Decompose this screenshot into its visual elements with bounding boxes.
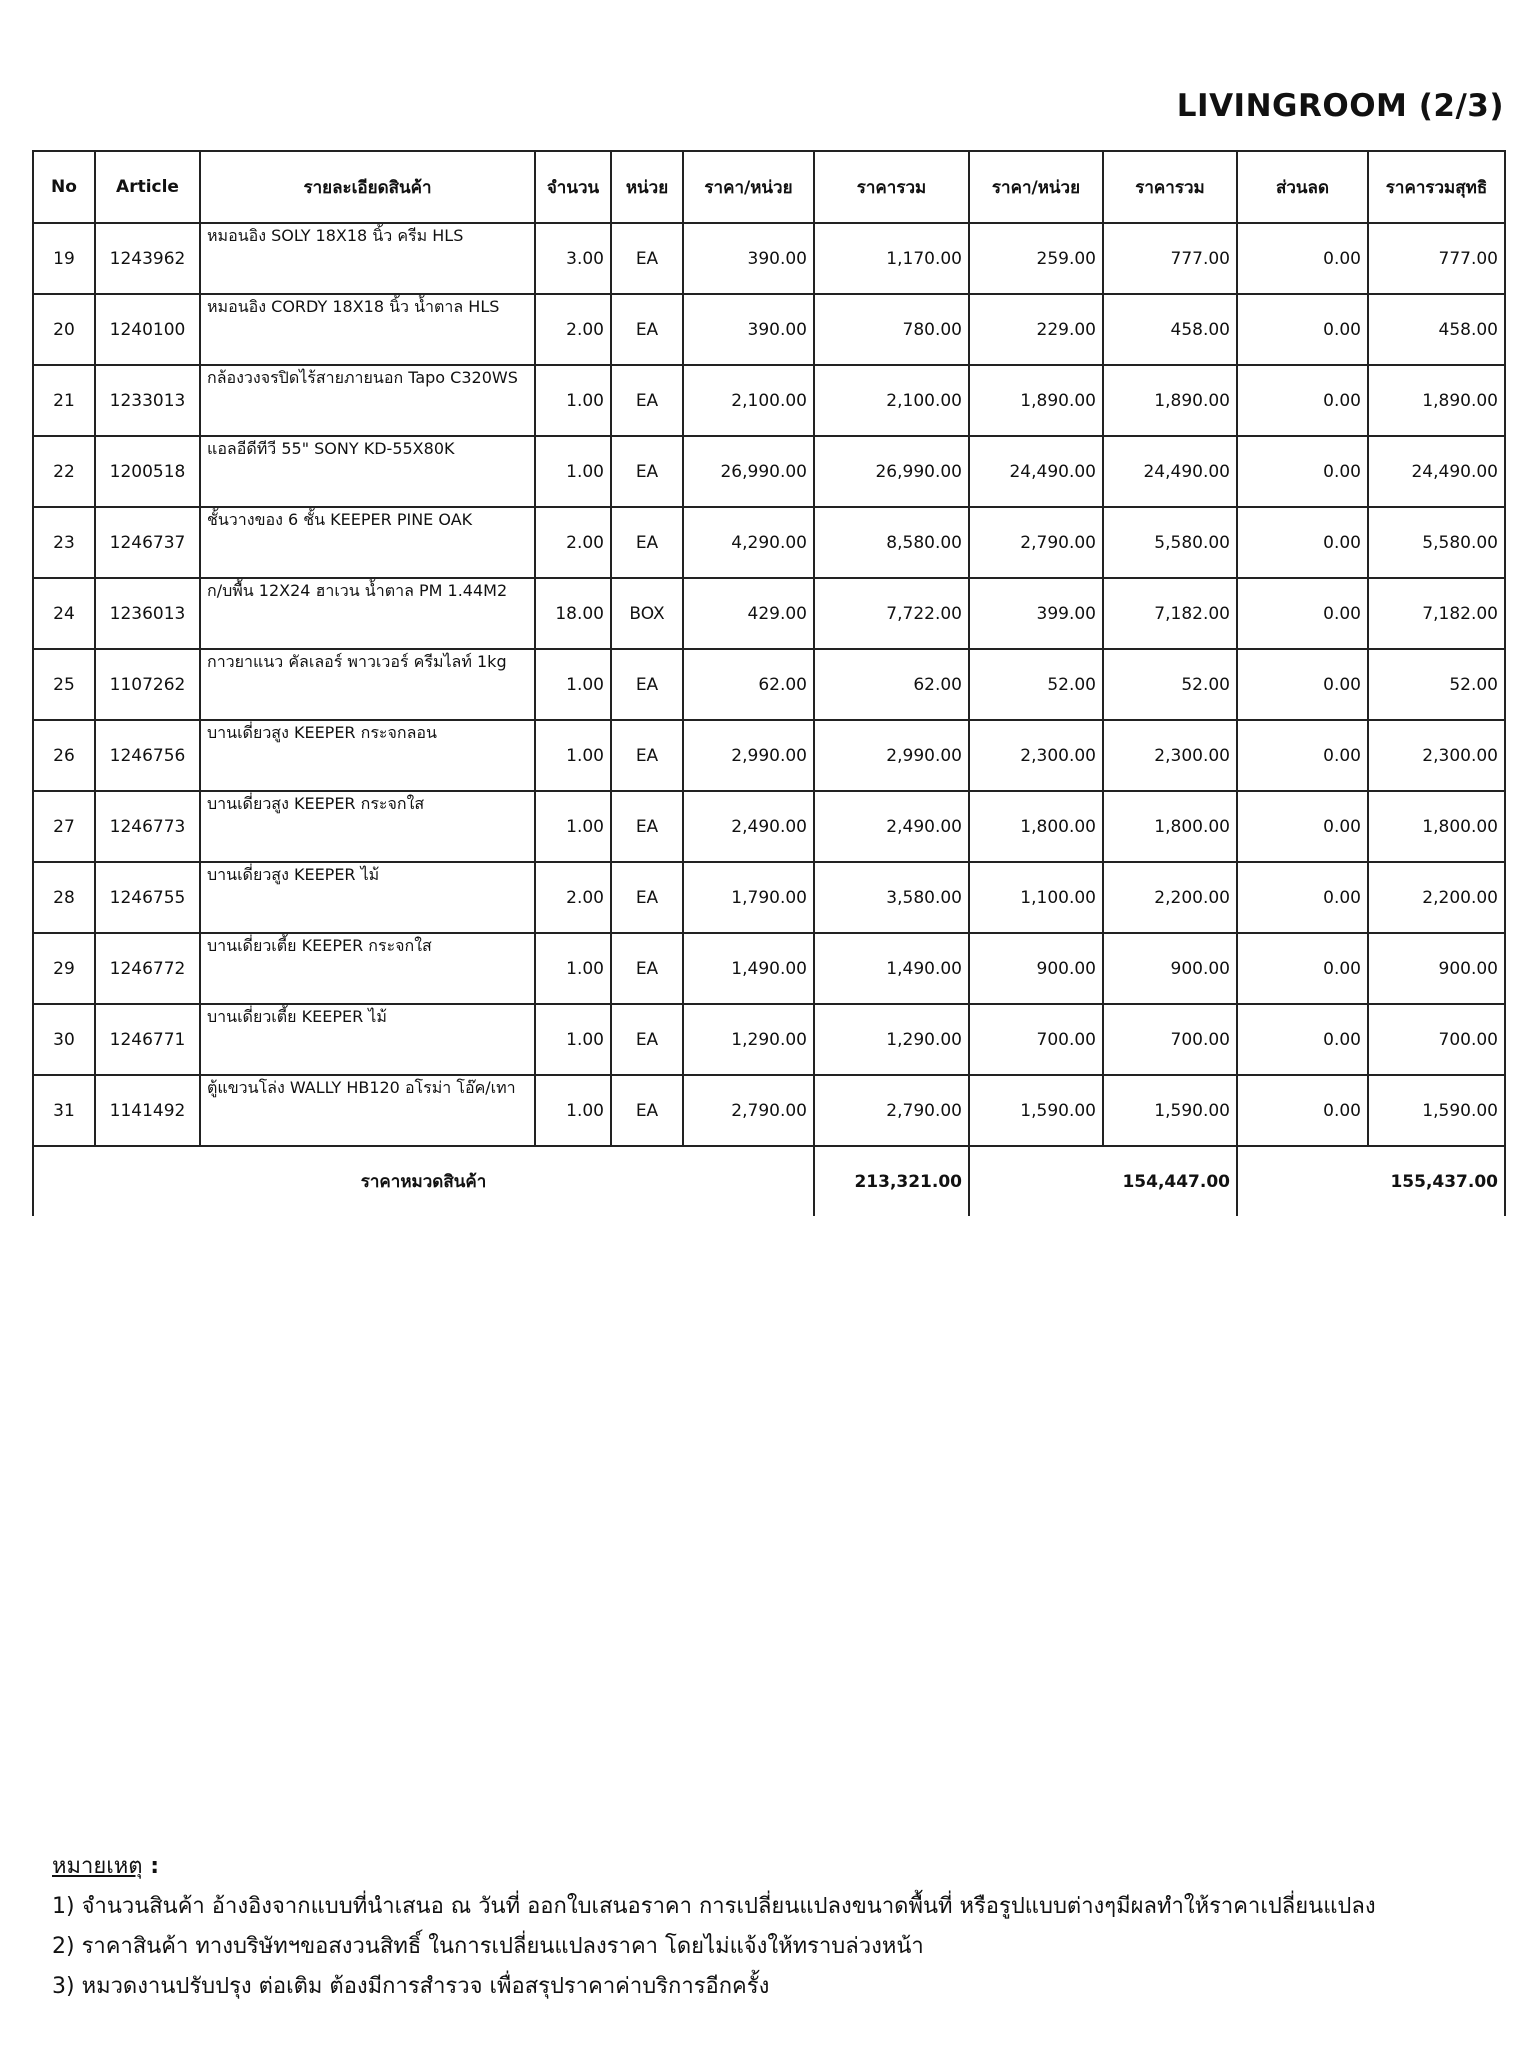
notes-section (52, 1847, 1376, 2007)
cell-net-total: 700.00 (1368, 1004, 1505, 1075)
cell-total-special: 24,490.00 (1103, 436, 1237, 507)
cell-total-special: 458.00 (1103, 294, 1237, 365)
cell-quantity: 18.00 (535, 578, 611, 649)
total-amount-special: 154,447.00 (969, 1146, 1237, 1216)
table-row (33, 862, 1505, 933)
cell-unit-price: 2,490.00 (683, 791, 814, 862)
cell-unit-price: 62.00 (683, 649, 814, 720)
cell-quantity: 1.00 (535, 365, 611, 436)
cell-description: แอลอีดีทีวี 55" SONY KD-55X80K (200, 436, 535, 507)
cell-quantity: 1.00 (535, 933, 611, 1004)
cell-unit-price-special: 399.00 (969, 578, 1103, 649)
notes-heading (52, 1847, 1376, 1887)
cell-unit: BOX (611, 578, 683, 649)
cell-net-total: 7,182.00 (1368, 578, 1505, 649)
cell-unit-price-special: 259.00 (969, 223, 1103, 294)
cell-total-special: 7,182.00 (1103, 578, 1237, 649)
table-row (33, 933, 1505, 1004)
cell-unit-price: 2,990.00 (683, 720, 814, 791)
cell-no: 24 (33, 578, 95, 649)
col-header-total-special: ราคารวม (1103, 151, 1237, 223)
cell-net-total: 458.00 (1368, 294, 1505, 365)
cell-description: กาวยาแนว คัลเลอร์ พาวเวอร์ ครีมไลท์ 1kg (200, 649, 535, 720)
cell-article: 1246772 (95, 933, 200, 1004)
table-row (33, 649, 1505, 720)
cell-no: 28 (33, 862, 95, 933)
cell-unit: EA (611, 436, 683, 507)
cell-unit-price-special: 1,800.00 (969, 791, 1103, 862)
cell-article: 1243962 (95, 223, 200, 294)
cell-total: 780.00 (814, 294, 969, 365)
cell-description: บานเดี่ยวเตี้ย KEEPER กระจกใส (200, 933, 535, 1004)
cell-total: 2,100.00 (814, 365, 969, 436)
cell-description: กล้องวงจรปิดไร้สายภายนอก Tapo C320WS (200, 365, 535, 436)
cell-quantity: 2.00 (535, 294, 611, 365)
cell-no: 20 (33, 294, 95, 365)
table-row (33, 720, 1505, 791)
col-header-unit-price: ราคา/หน่วย (683, 151, 814, 223)
cell-quantity: 1.00 (535, 1004, 611, 1075)
cell-net-total: 52.00 (1368, 649, 1505, 720)
cell-net-total: 2,200.00 (1368, 862, 1505, 933)
cell-unit-price-special: 1,100.00 (969, 862, 1103, 933)
cell-net-total: 1,590.00 (1368, 1075, 1505, 1146)
cell-unit-price: 4,290.00 (683, 507, 814, 578)
col-header-description: รายละเอียดสินค้า (200, 151, 535, 223)
cell-net-total: 5,580.00 (1368, 507, 1505, 578)
cell-total-special: 52.00 (1103, 649, 1237, 720)
cell-unit: EA (611, 294, 683, 365)
total-amount-net: 155,437.00 (1237, 1146, 1505, 1216)
total-amount-list: 213,321.00 (814, 1146, 969, 1216)
note-item: 3) หมวดงานปรับปรุง ต่อเติม ต้องมีการสำรวจ เพื่อสรุปราคาค่าบริการอีกครั้ง (52, 1974, 770, 1999)
col-header-total: ราคารวม (814, 151, 969, 223)
cell-quantity: 1.00 (535, 720, 611, 791)
cell-unit: EA (611, 649, 683, 720)
cell-total-special: 900.00 (1103, 933, 1237, 1004)
cell-no: 22 (33, 436, 95, 507)
cell-no: 23 (33, 507, 95, 578)
cell-unit: EA (611, 862, 683, 933)
cell-unit: EA (611, 223, 683, 294)
cell-article: 1200518 (95, 436, 200, 507)
cell-unit-price-special: 24,490.00 (969, 436, 1103, 507)
cell-unit: EA (611, 1075, 683, 1146)
cell-unit-price: 1,290.00 (683, 1004, 814, 1075)
col-header-unit: หน่วย (611, 151, 683, 223)
cell-article: 1246755 (95, 862, 200, 933)
cell-total: 62.00 (814, 649, 969, 720)
cell-unit-price-special: 1,590.00 (969, 1075, 1103, 1146)
cell-no: 29 (33, 933, 95, 1004)
cell-no: 27 (33, 791, 95, 862)
cell-no: 25 (33, 649, 95, 720)
cell-unit-price: 26,990.00 (683, 436, 814, 507)
cell-quantity: 1.00 (535, 1075, 611, 1146)
cell-article: 1236013 (95, 578, 200, 649)
cell-total: 3,580.00 (814, 862, 969, 933)
cell-total: 1,290.00 (814, 1004, 969, 1075)
cell-unit-price-special: 900.00 (969, 933, 1103, 1004)
cell-description: บานเดี่ยวสูง KEEPER กระจกลอน (200, 720, 535, 791)
table-row (33, 294, 1505, 365)
cell-net-total: 2,300.00 (1368, 720, 1505, 791)
cell-net-total: 1,800.00 (1368, 791, 1505, 862)
cell-total: 2,790.00 (814, 1075, 969, 1146)
cell-unit-price: 390.00 (683, 223, 814, 294)
col-header-discount: ส่วนลด (1237, 151, 1368, 223)
cell-total-special: 2,300.00 (1103, 720, 1237, 791)
items-table (32, 150, 1506, 1216)
table-row (33, 1075, 1505, 1146)
cell-total-special: 700.00 (1103, 1004, 1237, 1075)
cell-article: 1246773 (95, 791, 200, 862)
cell-description: บานเดี่ยวเตี้ย KEEPER ไม้ (200, 1004, 535, 1075)
cell-total: 7,722.00 (814, 578, 969, 649)
cell-discount: 0.00 (1237, 862, 1368, 933)
page-title: LIVINGROOM (2/3) (1176, 88, 1504, 124)
cell-quantity: 2.00 (535, 862, 611, 933)
cell-unit-price-special: 700.00 (969, 1004, 1103, 1075)
notes-colon: : (142, 1854, 160, 1879)
cell-unit: EA (611, 1004, 683, 1075)
cell-total-special: 5,580.00 (1103, 507, 1237, 578)
cell-quantity: 1.00 (535, 436, 611, 507)
cell-unit: EA (611, 365, 683, 436)
table-row (33, 223, 1505, 294)
cell-article: 1233013 (95, 365, 200, 436)
cell-unit-price-special: 2,300.00 (969, 720, 1103, 791)
total-row (33, 1146, 1505, 1216)
cell-discount: 0.00 (1237, 436, 1368, 507)
cell-description: หมอนอิง SOLY 18X18 นิ้ว ครีม HLS (200, 223, 535, 294)
total-label: ราคาหมวดสินค้า (33, 1146, 814, 1216)
cell-article: 1240100 (95, 294, 200, 365)
cell-net-total: 24,490.00 (1368, 436, 1505, 507)
notes-title: หมายเหตุ (52, 1854, 143, 1879)
cell-net-total: 777.00 (1368, 223, 1505, 294)
col-header-net-total: ราคารวมสุทธิ (1368, 151, 1505, 223)
cell-unit: EA (611, 791, 683, 862)
cell-discount: 0.00 (1237, 1075, 1368, 1146)
cell-description: บานเดี่ยวสูง KEEPER ไม้ (200, 862, 535, 933)
cell-unit-price: 1,790.00 (683, 862, 814, 933)
cell-unit-price-special: 52.00 (969, 649, 1103, 720)
cell-discount: 0.00 (1237, 649, 1368, 720)
cell-discount: 0.00 (1237, 365, 1368, 436)
cell-no: 21 (33, 365, 95, 436)
cell-total: 1,490.00 (814, 933, 969, 1004)
cell-total: 2,490.00 (814, 791, 969, 862)
cell-discount: 0.00 (1237, 791, 1368, 862)
cell-no: 26 (33, 720, 95, 791)
cell-total-special: 777.00 (1103, 223, 1237, 294)
table-row (33, 578, 1505, 649)
table-row (33, 791, 1505, 862)
cell-unit-price: 429.00 (683, 578, 814, 649)
cell-unit: EA (611, 933, 683, 1004)
cell-no: 31 (33, 1075, 95, 1146)
cell-unit: EA (611, 507, 683, 578)
note-item: 2) ราคาสินค้า ทางบริษัทฯขอสงวนสิทธิ์ ในการเปลี่ยนแปลงราคา โดยไม่แจ้งให้ทราบล่วงหน้า (52, 1934, 924, 1959)
table-row (33, 365, 1505, 436)
cell-unit-price: 1,490.00 (683, 933, 814, 1004)
cell-total: 26,990.00 (814, 436, 969, 507)
cell-discount: 0.00 (1237, 1004, 1368, 1075)
cell-net-total: 1,890.00 (1368, 365, 1505, 436)
cell-net-total: 900.00 (1368, 933, 1505, 1004)
cell-total-special: 2,200.00 (1103, 862, 1237, 933)
table-row (33, 507, 1505, 578)
cell-quantity: 1.00 (535, 649, 611, 720)
cell-unit-price-special: 229.00 (969, 294, 1103, 365)
cell-discount: 0.00 (1237, 578, 1368, 649)
cell-total-special: 1,590.00 (1103, 1075, 1237, 1146)
cell-quantity: 2.00 (535, 507, 611, 578)
cell-unit-price-special: 1,890.00 (969, 365, 1103, 436)
cell-quantity: 3.00 (535, 223, 611, 294)
col-header-article: Article (95, 151, 200, 223)
cell-no: 30 (33, 1004, 95, 1075)
cell-total: 1,170.00 (814, 223, 969, 294)
cell-article: 1141492 (95, 1075, 200, 1146)
cell-total-special: 1,800.00 (1103, 791, 1237, 862)
cell-article: 1246737 (95, 507, 200, 578)
cell-unit-price: 2,790.00 (683, 1075, 814, 1146)
cell-article: 1107262 (95, 649, 200, 720)
table-row (33, 1004, 1505, 1075)
cell-total-special: 1,890.00 (1103, 365, 1237, 436)
col-header-quantity: จำนวน (535, 151, 611, 223)
col-header-unit-price-special: ราคา/หน่วย (969, 151, 1103, 223)
cell-article: 1246771 (95, 1004, 200, 1075)
table-row (33, 436, 1505, 507)
cell-unit-price: 2,100.00 (683, 365, 814, 436)
cell-article: 1246756 (95, 720, 200, 791)
cell-unit-price-special: 2,790.00 (969, 507, 1103, 578)
cell-no: 19 (33, 223, 95, 294)
cell-description: บานเดี่ยวสูง KEEPER กระจกใส (200, 791, 535, 862)
cell-discount: 0.00 (1237, 933, 1368, 1004)
cell-discount: 0.00 (1237, 720, 1368, 791)
col-header-no: No (33, 151, 95, 223)
cell-quantity: 1.00 (535, 791, 611, 862)
cell-unit: EA (611, 720, 683, 791)
cell-discount: 0.00 (1237, 294, 1368, 365)
cell-unit-price: 390.00 (683, 294, 814, 365)
cell-description: ชั้นวางของ 6 ชั้น KEEPER PINE OAK (200, 507, 535, 578)
cell-description: ก/บพื้น 12X24 ฮาเวน น้ำตาล PM 1.44M2 (200, 578, 535, 649)
cell-discount: 0.00 (1237, 507, 1368, 578)
cell-description: ตู้แขวนโล่ง WALLY HB120 อโรม่า โอ๊ค/เทา (200, 1075, 535, 1146)
cell-description: หมอนอิง CORDY 18X18 นิ้ว น้ำตาล HLS (200, 294, 535, 365)
note-item: 1) จำนวนสินค้า อ้างอิงจากแบบที่นำเสนอ ณ วันที่ ออกใบเสนอราคา การเปลี่ยนแปลงขนาดพื้นที่ หรือรูปแบบต่างๆมีผลทำให้ราคาเปลี่ยนแปลง (52, 1894, 1376, 1919)
cell-total: 8,580.00 (814, 507, 969, 578)
cell-discount: 0.00 (1237, 223, 1368, 294)
header-row (33, 151, 1505, 223)
cell-total: 2,990.00 (814, 720, 969, 791)
